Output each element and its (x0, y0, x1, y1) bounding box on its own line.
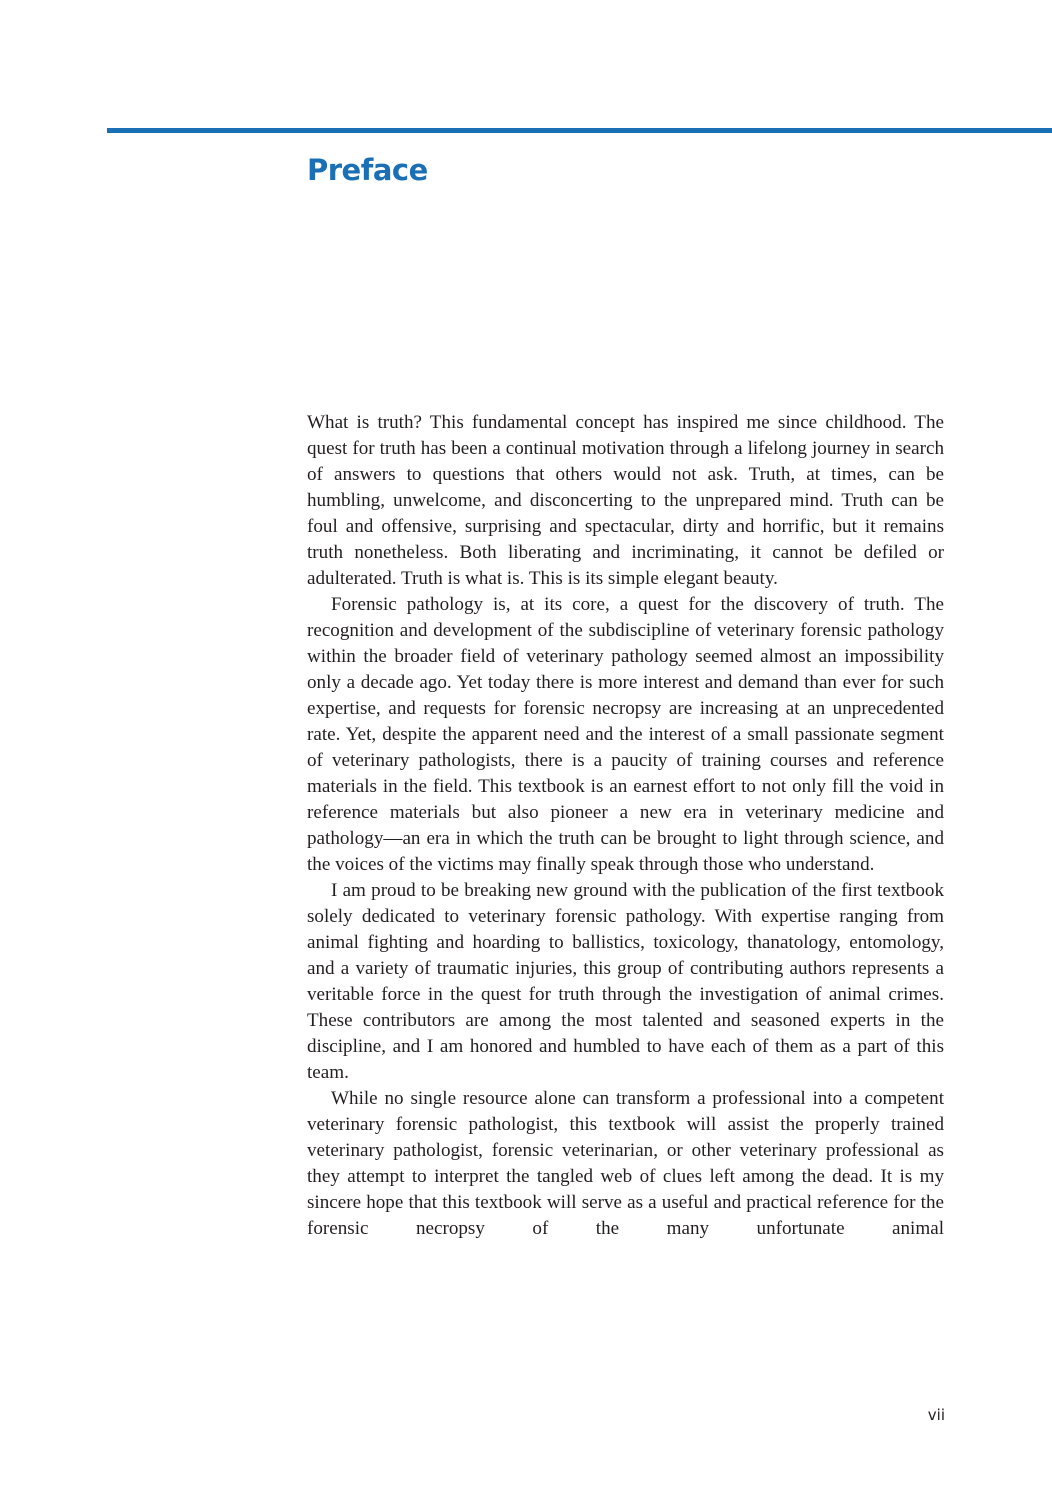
paragraph-4: While no single resource alone can transform a professional into a competent veterinary forensic pathologist, this textbook will assist the properly trained veterinary pathologist, forensic veterinarian, or other veterinary professional as they attempt to interpret the tangled web of clues left among the dead. It is my sincere hope that this textbook will serve as a useful and practical reference for the forensic necropsy of the many unfortunate animal (307, 1088, 944, 1239)
preface-body (307, 410, 944, 1242)
paragraph-2: Forensic pathology is, at its core, a quest for the discovery of truth. The recognition and development of the subdiscipline of veterinary forensic pathology within the broader field of veterinary pathology seemed almost an impossibility only a decade ago. Yet today there is more interest and demand than ever for such expertise, and requests for forensic necropsy are increasing at an unprecedented rate. Yet, despite the apparent need and the interest of a small passionate segment of veterinary pathologists, there is a paucity of training courses and reference materials in the field. This textbook is an earnest effort to not only fill the void in reference materials but also pioneer a new era in veterinary medicine and pathology—an era in which the truth can be brought to light through science, and the voices of the victims may finally speak through those who understand. (307, 594, 944, 875)
paragraph-3: I am proud to be breaking new ground with the publication of the first textbook solely dedicated to veterinary forensic pathology. With expertise ranging from animal fighting and hoarding to ballistics, toxicology, thanatology, entomology, and a variety of traumatic injuries, this group of contributing authors represents a veritable force in the quest for truth through the investigation of animal crimes. These contributors are among the most talented and seasoned experts in the discipline, and I am honored and humbled to have each of them as a part of this team. (307, 880, 944, 1083)
paragraph-1: What is truth? This fundamental concept has inspired me since childhood. The quest for truth has been a continual motivation through a lifelong journey in search of answers to questions that others would not ask. Truth, at times, can be humbling, unwelcome, and disconcerting to the unprepared mind. Truth can be foul and offensive, surprising and spectacular, dirty and horrific, but it remains truth nonetheless. Both liberating and incriminating, it cannot be defiled or adulterated. Truth is what is. This is its simple elegant beauty. (307, 412, 944, 589)
chapter-header-rule (107, 128, 1052, 133)
page-number: vii (927, 1406, 945, 1424)
chapter-title: Preface (307, 153, 428, 187)
